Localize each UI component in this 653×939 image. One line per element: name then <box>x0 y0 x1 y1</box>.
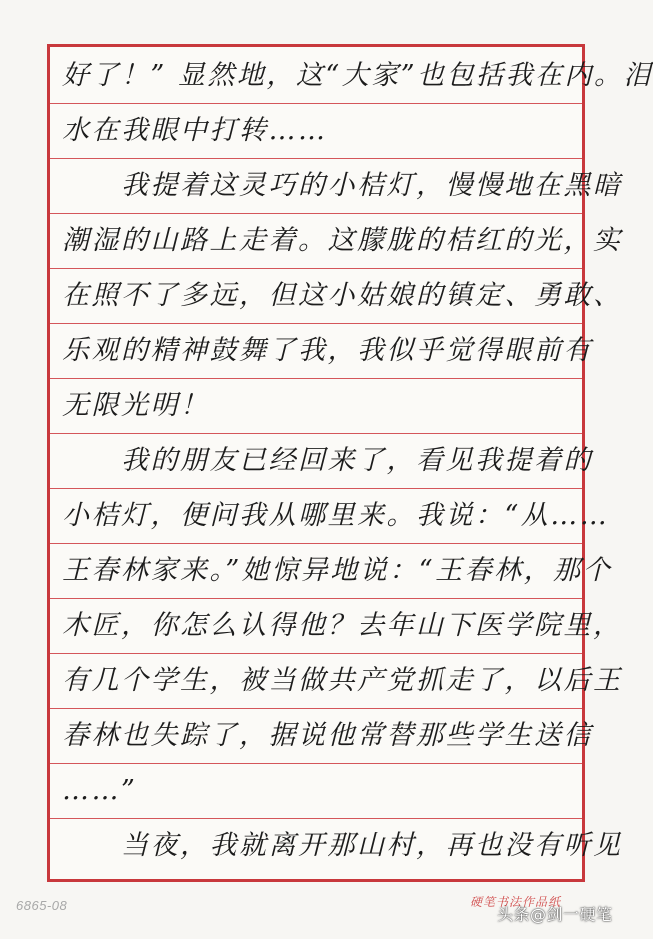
text-line: 潮湿的山路上走着。这朦胧的桔红的光，实 <box>62 225 623 256</box>
text-line: 水在我眼中打转…… <box>62 115 328 146</box>
text-line: 在照不了多远，但这小姑娘的镇定、勇敢、 <box>62 280 623 311</box>
text-line: 有几个学生，被当做共产党抓走了，以后王 <box>62 665 623 696</box>
text-line: 当夜，我就离开那山村，再也没有听见 <box>62 830 623 861</box>
text-line: 木匠，你怎么认得他？去年山下医学院里， <box>62 610 623 641</box>
text-line: 无限光明！ <box>62 390 210 421</box>
text-line: ……” <box>62 775 138 806</box>
watermark: 头条@剑一硬笔 <box>497 905 613 924</box>
text-line: 王春林家来。”她惊异地说：“王春林，那个 <box>62 555 613 586</box>
writing-paper <box>47 44 653 882</box>
text-line: 乐观的精神鼓舞了我，我似乎觉得眼前有 <box>62 335 593 366</box>
text-line: 好了！” 显然地，这“大家”也包括我在内。泪 <box>62 60 653 91</box>
paper-brand-label: 硬笔书法作品纸 <box>470 895 562 909</box>
paper-code: 6865-08 <box>16 898 68 913</box>
text-line: 小桔灯，便问我从哪里来。我说：“从…… <box>62 500 610 531</box>
text-line: 我提着这灵巧的小桔灯，慢慢地在黑暗 <box>62 170 623 201</box>
text-line: 我的朋友已经回来了，看见我提着的 <box>62 445 593 476</box>
text-line: 春林也失踪了，据说他常替那些学生送信 <box>62 720 593 751</box>
